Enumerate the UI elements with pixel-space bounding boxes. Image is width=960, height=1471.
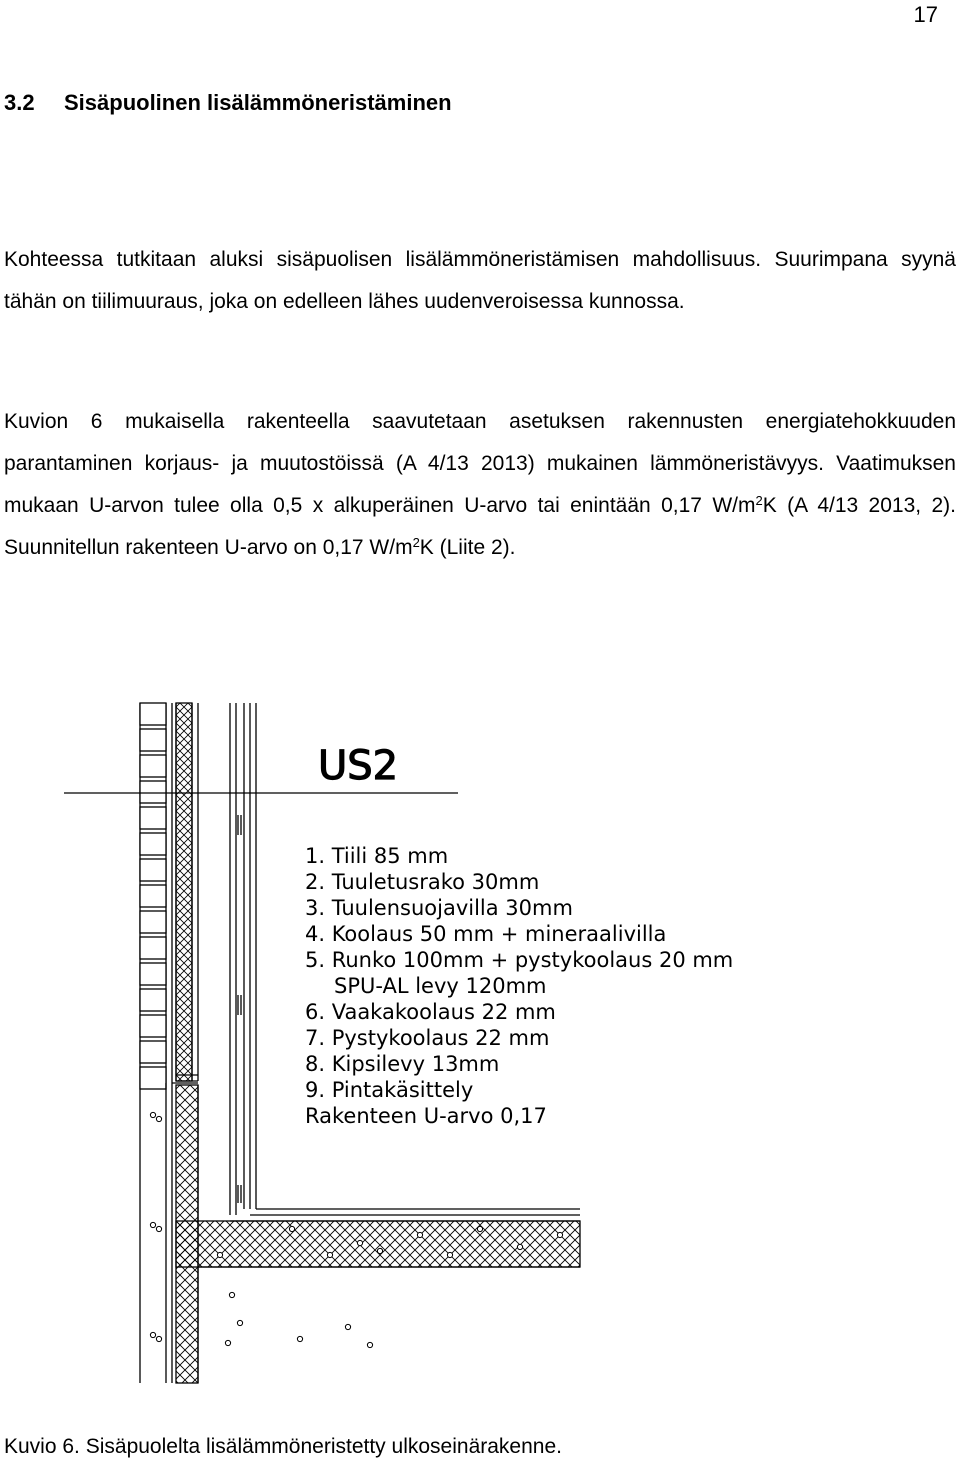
brick [140, 859, 166, 881]
section-number: 3.2 [4, 90, 35, 115]
aggregate-dot [357, 1240, 362, 1245]
aggregate-dot [345, 1324, 350, 1329]
paragraph-text-2: K (A 4/13 2013, 2). Suunnitellun rakenteen U-arvo on 0,17 W/m [4, 494, 956, 559]
aggregate-dot [477, 1226, 482, 1231]
aggregate-dot [297, 1336, 302, 1341]
cad-drawing [60, 695, 734, 1385]
aggregate-dot [156, 1336, 161, 1341]
superscript-2: 2 [412, 535, 420, 550]
brick [140, 833, 166, 855]
aggregate-dot [327, 1252, 332, 1257]
section-title: Sisäpuolinen lisälämmöneristäminen [64, 90, 452, 115]
aggregate-dot [156, 1116, 161, 1121]
aggregate-dot [150, 1112, 155, 1117]
aggregate-dot [447, 1252, 452, 1257]
brick [140, 781, 166, 803]
section-heading [4, 90, 452, 116]
brick [140, 807, 166, 829]
figure-caption: Kuvio 6. Sisäpuolelta lisälämmöneristetty ulkoseinärakenne. [4, 1435, 562, 1458]
aggregate-dot [237, 1320, 242, 1325]
aggregate-dot [517, 1244, 522, 1249]
aggregate-dot [557, 1232, 562, 1237]
aggregate-dot [150, 1222, 155, 1227]
layer-4: 4. Koolaus 50 mm + mineraalivilla [305, 922, 667, 946]
brick [140, 911, 166, 933]
brick [140, 989, 166, 1011]
brick [140, 1067, 166, 1089]
aggregate-dot [156, 1226, 161, 1231]
aggregate-dot [225, 1340, 230, 1345]
layer-9: 9. Pintakäsittely [305, 1078, 474, 1102]
layer-1: 1. Tiili 85 mm [305, 844, 449, 868]
layer-5-board: SPU-AL levy 120mm [334, 974, 547, 998]
superscript-2: 2 [755, 493, 763, 508]
aggregate-dot [150, 1332, 155, 1337]
page-number: 17 [913, 2, 938, 27]
brick [140, 1041, 166, 1063]
aggregate-dot [377, 1248, 382, 1253]
aggregate-dot [217, 1252, 222, 1257]
paragraph-text-1: Kuvion 6 mukaisella rakenteella saavutetaan asetuksen rakennusten energiatehokkuuden parantaminen korjaus- ja muutostöissä (A 4/13 2013) mukainen lämmöneristävyys. Vaatimuksen mukaan U-arvon tulee olla 0,5 x alkuperäinen U-arvo tai enintään 0,17 W/m [4, 410, 956, 517]
paragraph-text-3: K (Liite 2). [419, 536, 516, 559]
layer-6: 6. Vaakakoolaus 22 mm [305, 1000, 556, 1024]
brick [140, 1015, 166, 1037]
drawing-code: US2 [318, 743, 399, 789]
layer-7: 7. Pystykoolaus 22 mm [305, 1026, 550, 1050]
brick [140, 729, 166, 751]
brick [140, 755, 166, 777]
layer-3: 3. Tuulensuojavilla 30mm [305, 896, 573, 920]
brick [140, 937, 166, 959]
paragraph-intro: Kohteessa tutkitaan aluksi sisäpuolisen lisälämmöneristämisen mahdollisuus. Suurimpana syynä tähän on tiilimuuraus, joka on edelleen lähes uudenveroisessa kunnossa. [4, 248, 956, 313]
layer-2: 2. Tuuletusrako 30mm [305, 870, 540, 894]
aggregate-dot [417, 1232, 422, 1237]
layer-8: 8. Kipsilevy 13mm [305, 1052, 500, 1076]
layer-5: 5. Runko 100mm + pystykoolaus 20 mm [305, 948, 734, 972]
aggregate-dot [229, 1292, 234, 1297]
aggregate-dot [367, 1342, 372, 1347]
brick [140, 963, 166, 985]
aggregate-dot [289, 1226, 294, 1231]
u-value-label: Rakenteen U-arvo 0,17 [305, 1104, 547, 1128]
wall-section-drawing [60, 695, 734, 1385]
paragraph-requirements [4, 401, 956, 569]
brick [140, 885, 166, 907]
brick [140, 703, 166, 725]
